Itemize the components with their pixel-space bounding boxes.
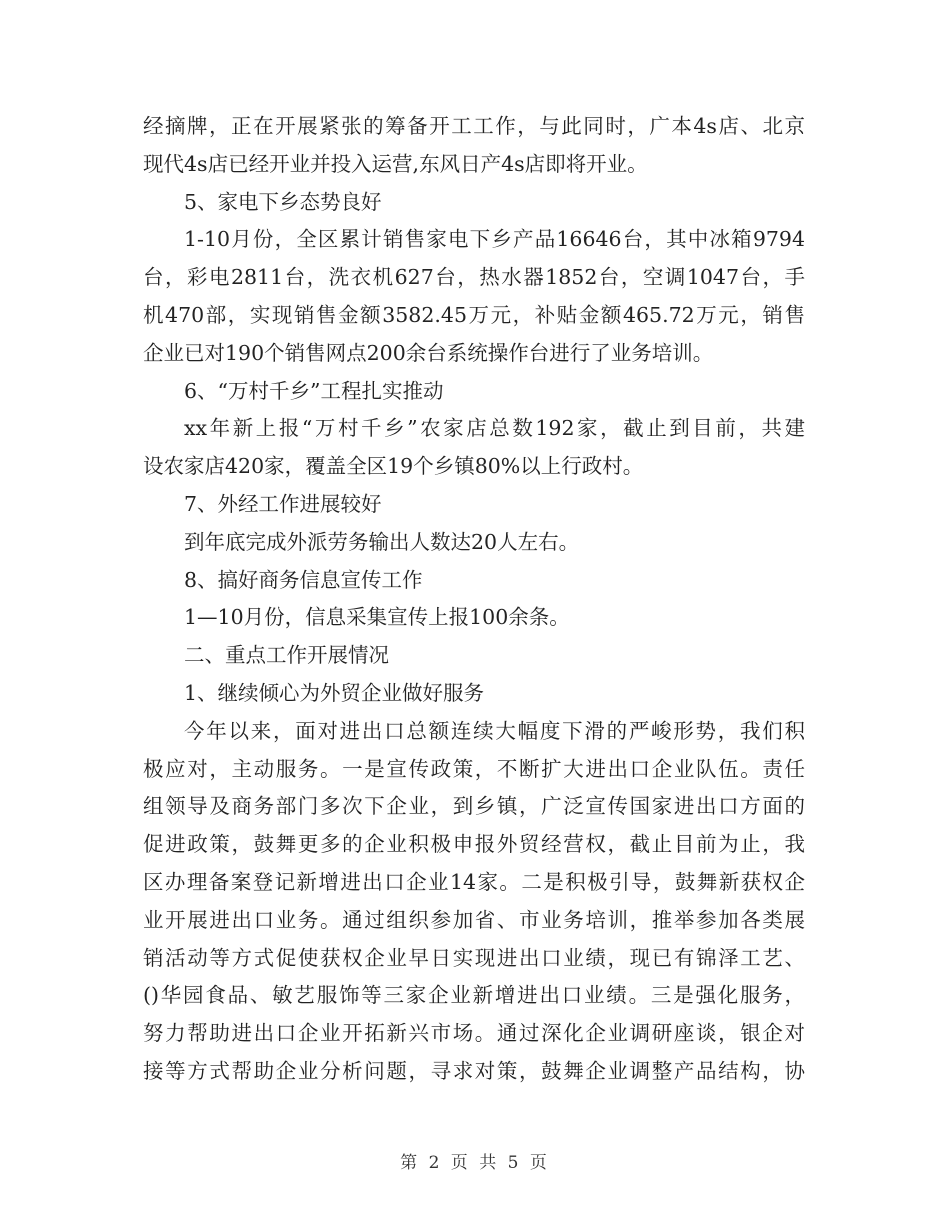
text-line: 经摘牌，正在开展紧张的筹备开工工作，与此同时，广本4s店、北京 bbox=[143, 114, 805, 138]
text-line: 6、“万村千乡”工程扎实推动 bbox=[184, 378, 444, 403]
text-line: 5、家电下乡态势良好 bbox=[184, 189, 382, 214]
text-line: xx年新上报“万村千乡”农家店总数192家，截止到目前，共建 bbox=[184, 416, 805, 441]
text-line: 促进政策，鼓舞更多的企业积极申报外贸经营权，截止目前为止，我 bbox=[143, 832, 805, 857]
text-line: 台，彩电2811台，洗衣机627台，热水器1852台，空调1047台，手 bbox=[143, 265, 805, 290]
text-line: 接等方式帮助企业分析问题，寻求对策，鼓舞企业调整产品结构，协 bbox=[143, 1058, 805, 1083]
text-line: 7、外经工作进展较好 bbox=[184, 491, 382, 516]
text-line: 极应对，主动服务。一是宣传政策，不断扩大进出口企业队伍。责任 bbox=[143, 756, 805, 781]
page-footer: 第 2 页 共 5 页 bbox=[400, 1153, 550, 1173]
text-line: 到年底完成外派劳务输出人数达20人左右。 bbox=[184, 529, 580, 554]
text-line: 企业已对190个销售网点200余台系统操作台进行了业务培训。 bbox=[143, 340, 714, 365]
text-line: 今年以来，面对进出口总额连续大幅度下滑的严峻形势，我们积 bbox=[184, 718, 805, 743]
text-line: 1-10月份，全区累计销售家电下乡产品16646台，其中冰箱9794 bbox=[184, 227, 805, 252]
text-line: 区办理备案登记新增进出口企业14家。二是积极引导，鼓舞新获权企 bbox=[143, 869, 805, 894]
text-line: 现代4s店已经开业并投入运营,东风日产4s店即将开业。 bbox=[143, 151, 648, 176]
text-line: 8、搞好商务信息宣传工作 bbox=[184, 567, 423, 592]
text-line: ()华园食品、敏艺服饰等三家企业新增进出口业绩。三是强化服务， bbox=[143, 983, 805, 1008]
text-line: 设农家店420家，覆盖全区19个乡镇80%以上行政村。 bbox=[143, 454, 644, 479]
text-line: 销活动等方式促使获权企业早日实现进出口业绩，现已有锦泽工艺、 bbox=[143, 945, 805, 970]
text-line: 1—10月份，信息采集宣传上报100余条。 bbox=[184, 605, 570, 630]
text-line: 业开展进出口业务。通过组织参加省、市业务培训，推举参加各类展 bbox=[143, 907, 805, 932]
text-line: 1、继续倾心为外贸企业做好服务 bbox=[184, 680, 485, 705]
text-line: 组领导及商务部门多次下企业，到乡镇，广泛宣传国家进出口方面的 bbox=[143, 794, 805, 819]
document-body bbox=[143, 108, 805, 1091]
text-line: 二、重点工作开展情况 bbox=[184, 643, 389, 668]
text-line: 努力帮助进出口企业开拓新兴市场。通过深化企业调研座谈，银企对 bbox=[143, 1021, 805, 1046]
text-line: 机470部，实现销售金额3582.45万元，补贴金额465.72万元，销售 bbox=[143, 302, 805, 327]
